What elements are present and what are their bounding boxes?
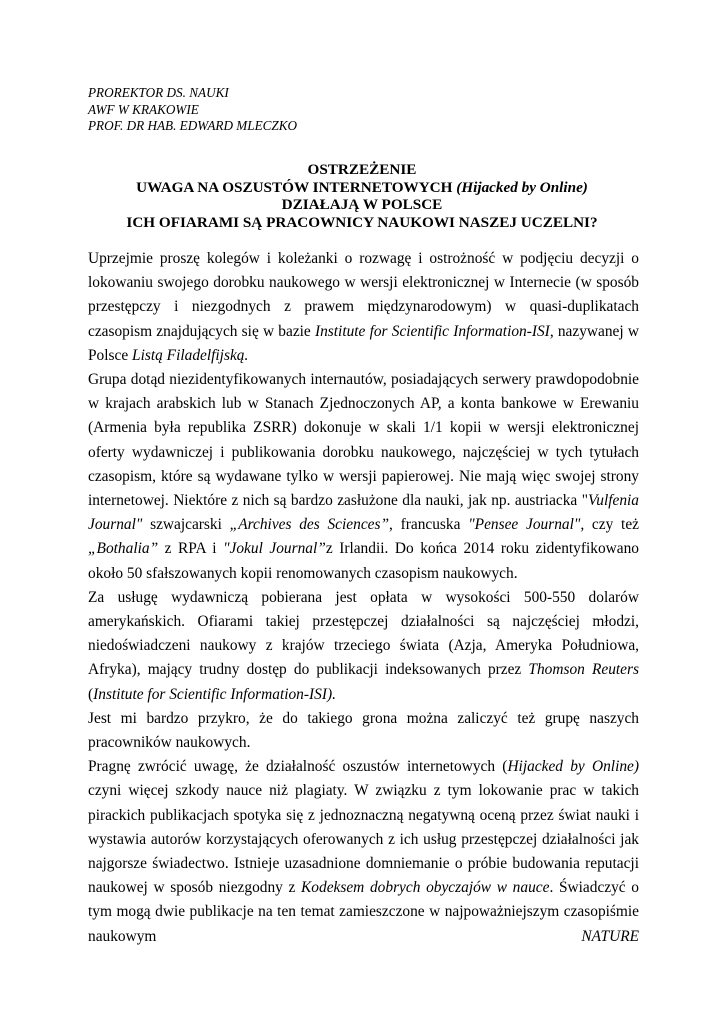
title-line-2 [60, 179, 664, 197]
author-header [88, 85, 297, 135]
p2-italic-2: „Archives des Sciences” [229, 516, 390, 534]
paragraph-1 [88, 247, 639, 368]
p1-italic-2: Listą Filadelfijską. [132, 346, 249, 364]
p1-italic-1: Institute for Scientific Information-ISI [314, 322, 550, 340]
title-line-1: OSTRZEŻENIE [307, 161, 417, 178]
p5-text-2: czyni więcej szkody nauce niż plagiaty. W związku z tym lokowanie prac w takich pirackich publikacjach spotyka się z jednoznaczną negatywną oceną przez świat nauki i wystawia autorów korzystających oferowanych z ich usług przestępczej działalności jak najgorsze świadectwo. Istnieje uzasadnione domniemanie o próbie budowania reputacji naukowej w sposób niezgodny z [88, 782, 639, 897]
paragraph-5 [88, 755, 639, 949]
p5-italic-1: Hijacked by Online) [507, 758, 639, 776]
p1-text-2: , nazywanej w Polsce [88, 322, 639, 364]
p2-text-6: z Irlandii. Do końca 2014 roku zidentyfikowano około 50 sfałszowanych kopii renomowanych czasopism naukowych. [88, 540, 639, 582]
p3-italic-2: Institute for Scientific Information-ISI). [93, 685, 336, 703]
p2-italic-5: "Jokul Journal” [223, 540, 326, 558]
author-title: PROREKTOR DS. NAUKI [88, 85, 229, 100]
p5-italic-2: Kodeksem dobrych obyczajów w nauce [301, 879, 550, 897]
paragraph-2 [88, 368, 639, 586]
p3-text-2: ( [88, 685, 94, 703]
p5-text-1: Pragnę zwrócić uwagę, że działalność oszustów internetowych ( [88, 758, 508, 776]
p2-italic-1: Vulfenia Journal" [88, 492, 639, 534]
title-line-4: ICH OFIARAMI SĄ PRACOWNICY NAUKOWI NASZEJ UCZELNI? [126, 213, 598, 231]
p2-italic-4: „Bothalia” [88, 540, 159, 558]
title-line-2-text: UWAGA NA OSZUSTÓW INTERNETOWYCH [136, 178, 457, 196]
paragraph-4 [88, 707, 639, 755]
paragraph-3 [88, 586, 639, 707]
author-name: PROF. DR HAB. EDWARD MLECZKO [88, 118, 298, 133]
p2-text-3: , francuska [389, 516, 469, 534]
author-institution: AWF W KRAKOWIE [88, 101, 199, 117]
p3-italic-1: Thomson Reuters [528, 661, 639, 679]
title-line-3: DZIAŁAJĄ W POLSCE [281, 196, 443, 213]
p4-text-1: Jest mi bardzo przykro, że do takiego grona można zaliczyć też grupę naszych pracowników naukowych. [88, 709, 639, 752]
document-title [60, 161, 664, 231]
p2-text-2: szwajcarski [142, 516, 230, 534]
p5-text-3: . Świadczyć o tym mogą dwie publikacje na ten temat zamieszczone w najpoważniejszym czasopiśmie naukowym [88, 879, 640, 945]
p2-italic-3: "Pensee Journal", [468, 516, 585, 534]
document-body [88, 247, 639, 949]
p5-italic-3: NATURE [581, 927, 639, 945]
title-line-2-italic: (Hijacked by Online) [456, 178, 588, 196]
p2-text-5: z RPA i [158, 540, 224, 558]
p2-text-4: czy też [584, 516, 639, 534]
p2-text-1: Grupa dotąd niezidentyfikowanych internautów, posiadających serwery prawdopodobnie w krajach arabskich lub w Stanach Zjednoczonych AP, a konta bankowe w Erewaniu (Armenia była republika ZSRR) dokonuje w skali 1/1 kopii w wersji elektronicznej oferty wydawniczej i publikowania dorobku naukowego, najczęściej w tych tytułach czasopism, które są wydawane tylko w wersji papierowej. Nie mają więc swojej strony internetowej. Niektóre z nich są bardzo zasłużone dla nauki, jak np. austriacka " [88, 371, 639, 510]
p3-text-1: Za usługę wydawniczą pobierana jest opłata w wysokości 500-550 dolarów amerykańskich. Ofiarami takiej przestępczej działalności są najczęściej młodzi, niedoświadczeni naukowy z krajów trzeciego świata (Azja, Ameryka Południowa, Afryka), mający trudny dostęp do publikacji indeksowanych przez [88, 588, 639, 679]
p1-text-1: Uprzejmie proszę kolegów i koleżanki o rozwagę i ostrożność w podjęciu decyzji o lokowaniu swojego dorobku naukowego w wersji elektronicznej w Internecie (w sposób przestępczy i niezgodnych z prawem międzynarodowym) w quasi-duplikatach czasopism znajdujących się w bazie [88, 250, 639, 340]
